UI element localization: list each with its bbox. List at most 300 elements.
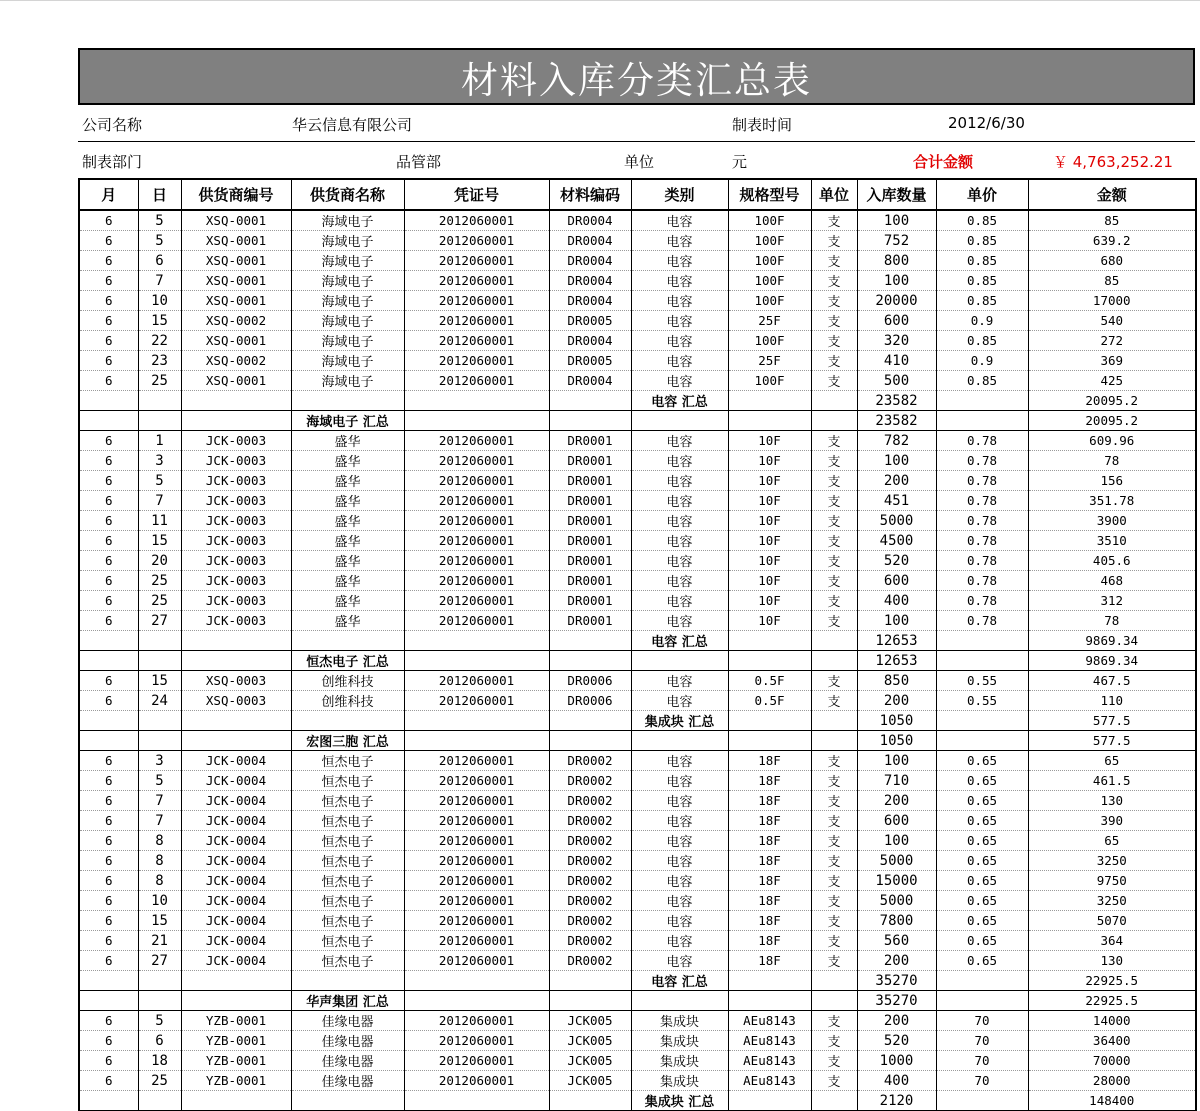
cell-spec: 10F [728, 551, 811, 571]
cell-category: 电容 [631, 431, 728, 451]
empty-cell [631, 731, 728, 751]
cell-month: 6 [79, 831, 138, 851]
table-body [79, 210, 1196, 1111]
cell-supplier-name: 盛华 [291, 551, 404, 571]
cell-supplier-code: JCK-0004 [181, 791, 291, 811]
empty-cell [728, 651, 811, 671]
cell-material-code: DR0004 [549, 210, 631, 231]
cell-supplier-code: XSQ-0001 [181, 251, 291, 271]
subtotal-amount: 22925.5 [1028, 991, 1196, 1011]
cell-supplier-code: JCK-0003 [181, 591, 291, 611]
cell-unit: 支 [811, 851, 857, 871]
cell-spec: 18F [728, 831, 811, 851]
cell-spec: 18F [728, 871, 811, 891]
cell-supplier-name: 佳缘电器 [291, 1011, 404, 1031]
total-label: 合计金额 [913, 153, 974, 171]
cell-voucher: 2012060001 [404, 231, 549, 251]
cell-spec: 25F [728, 311, 811, 331]
subtotal-amount: 577.5 [1028, 731, 1196, 751]
cell-supplier-code: JCK-0004 [181, 771, 291, 791]
col-header-day: 日 [138, 179, 181, 210]
cell-supplier-name: 盛华 [291, 571, 404, 591]
cell-unit: 支 [811, 691, 857, 711]
cell-supplier-code: JCK-0003 [181, 511, 291, 531]
report-sheet [78, 48, 1195, 1111]
empty-cell [811, 971, 857, 991]
cell-day: 20 [138, 551, 181, 571]
cell-category: 电容 [631, 511, 728, 531]
cell-supplier-code: JCK-0003 [181, 451, 291, 471]
cell-spec: AEu8143 [728, 1031, 811, 1051]
subtotal-amount: 577.5 [1028, 711, 1196, 731]
cell-quantity: 15000 [857, 871, 936, 891]
cell-unit-price: 0.78 [936, 511, 1028, 531]
cell-amount: 3250 [1028, 891, 1196, 911]
cell-material-code: JCK005 [549, 1011, 631, 1031]
cell-unit: 支 [811, 751, 857, 771]
cell-amount: 70000 [1028, 1051, 1196, 1071]
cell-supplier-code: JCK-0004 [181, 891, 291, 911]
cell-supplier-name: 海域电子 [291, 271, 404, 291]
unit-value: 元 [732, 153, 748, 171]
category-subtotal-row [79, 391, 1196, 411]
cell-supplier-code: XSQ-0001 [181, 231, 291, 251]
cell-material-code: DR0001 [549, 551, 631, 571]
cell-day: 15 [138, 671, 181, 691]
empty-cell [936, 391, 1028, 411]
cell-day: 5 [138, 471, 181, 491]
empty-cell [549, 651, 631, 671]
subtotal-amount: 20095.2 [1028, 391, 1196, 411]
empty-cell [138, 391, 181, 411]
empty-cell [728, 991, 811, 1011]
col-header-supplier-code: 供货商编号 [181, 179, 291, 210]
cell-amount: 461.5 [1028, 771, 1196, 791]
cell-month: 6 [79, 231, 138, 251]
cell-day: 8 [138, 851, 181, 871]
cell-unit: 支 [811, 911, 857, 931]
cell-supplier-name: 恒杰电子 [291, 871, 404, 891]
cell-supplier-code: JCK-0004 [181, 831, 291, 851]
col-header-amount: 金额 [1028, 179, 1196, 210]
cell-material-code: DR0002 [549, 931, 631, 951]
cell-material-code: DR0002 [549, 951, 631, 971]
cell-supplier-name: 佳缘电器 [291, 1071, 404, 1091]
cell-unit: 支 [811, 891, 857, 911]
subtotal-label: 华声集团 汇总 [291, 991, 404, 1011]
cell-voucher: 2012060001 [404, 1071, 549, 1091]
table-row [79, 931, 1196, 951]
cell-day: 5 [138, 210, 181, 231]
cell-unit-price: 0.65 [936, 931, 1028, 951]
cell-quantity: 200 [857, 1011, 936, 1031]
cell-voucher: 2012060001 [404, 491, 549, 511]
empty-cell [138, 991, 181, 1011]
empty-cell [79, 631, 138, 651]
cell-spec: 10F [728, 531, 811, 551]
supplier-subtotal-row [79, 731, 1196, 751]
cell-unit: 支 [811, 811, 857, 831]
empty-cell [936, 1091, 1028, 1111]
cell-amount: 156 [1028, 471, 1196, 491]
cell-voucher: 2012060001 [404, 811, 549, 831]
table-row [79, 811, 1196, 831]
empty-cell [404, 651, 549, 671]
cell-category: 电容 [631, 451, 728, 471]
subtotal-amount: 9869.34 [1028, 651, 1196, 671]
subtotal-quantity: 1050 [857, 711, 936, 731]
cell-month: 6 [79, 791, 138, 811]
cell-quantity: 600 [857, 571, 936, 591]
cell-category: 电容 [631, 251, 728, 271]
cell-category: 电容 [631, 911, 728, 931]
cell-amount: 364 [1028, 931, 1196, 951]
cell-unit-price: 0.65 [936, 771, 1028, 791]
cell-voucher: 2012060001 [404, 371, 549, 391]
table-row [79, 271, 1196, 291]
table-row [79, 351, 1196, 371]
subtotal-label: 电容 汇总 [631, 631, 728, 651]
empty-cell [138, 411, 181, 431]
cell-supplier-name: 恒杰电子 [291, 851, 404, 871]
cell-category: 电容 [631, 891, 728, 911]
cell-material-code: JCK005 [549, 1031, 631, 1051]
cell-quantity: 400 [857, 591, 936, 611]
cell-quantity: 400 [857, 1071, 936, 1091]
cell-voucher: 2012060001 [404, 611, 549, 631]
cell-spec: 18F [728, 791, 811, 811]
cell-unit-price: 0.65 [936, 751, 1028, 771]
empty-cell [728, 1091, 811, 1111]
cell-unit: 支 [811, 1071, 857, 1091]
cell-quantity: 520 [857, 551, 936, 571]
cell-spec: 10F [728, 491, 811, 511]
cell-unit: 支 [811, 551, 857, 571]
cell-category: 电容 [631, 611, 728, 631]
cell-supplier-name: 盛华 [291, 531, 404, 551]
cell-spec: 18F [728, 911, 811, 931]
table-row [79, 491, 1196, 511]
cell-unit: 支 [811, 291, 857, 311]
empty-cell [138, 731, 181, 751]
cell-voucher: 2012060001 [404, 451, 549, 471]
cell-quantity: 560 [857, 931, 936, 951]
cell-day: 18 [138, 1051, 181, 1071]
cell-supplier-code: JCK-0003 [181, 471, 291, 491]
cell-unit-price: 0.65 [936, 831, 1028, 851]
total-value: ￥ 4,763,252.21 [1053, 153, 1173, 171]
empty-cell [79, 651, 138, 671]
cell-month: 6 [79, 1051, 138, 1071]
cell-material-code: DR0001 [549, 451, 631, 471]
cell-spec: 10F [728, 431, 811, 451]
cell-unit-price: 0.78 [936, 611, 1028, 631]
cell-amount: 467.5 [1028, 671, 1196, 691]
subtotal-label: 宏图三胞 汇总 [291, 731, 404, 751]
supplier-subtotal-row [79, 651, 1196, 671]
empty-cell [79, 971, 138, 991]
cell-month: 6 [79, 451, 138, 471]
empty-cell [936, 731, 1028, 751]
cell-unit: 支 [811, 591, 857, 611]
cell-quantity: 200 [857, 691, 936, 711]
cell-amount: 130 [1028, 791, 1196, 811]
empty-cell [138, 651, 181, 671]
cell-unit-price: 0.85 [936, 210, 1028, 231]
cell-supplier-name: 恒杰电子 [291, 911, 404, 931]
cell-unit: 支 [811, 511, 857, 531]
table-row [79, 1031, 1196, 1051]
cell-supplier-name: 海域电子 [291, 210, 404, 231]
cell-month: 6 [79, 931, 138, 951]
cell-unit: 支 [811, 531, 857, 551]
cell-month: 6 [79, 371, 138, 391]
cell-amount: 3250 [1028, 851, 1196, 871]
cell-voucher: 2012060001 [404, 791, 549, 811]
cell-amount: 85 [1028, 210, 1196, 231]
empty-cell [936, 411, 1028, 431]
cell-supplier-code: JCK-0004 [181, 871, 291, 891]
cell-spec: 18F [728, 771, 811, 791]
col-header-month: 月 [79, 179, 138, 210]
cell-amount: 3510 [1028, 531, 1196, 551]
cell-supplier-name: 盛华 [291, 511, 404, 531]
cell-supplier-name: 海域电子 [291, 351, 404, 371]
cell-material-code: DR0002 [549, 771, 631, 791]
cell-unit: 支 [811, 871, 857, 891]
cell-quantity: 200 [857, 471, 936, 491]
cell-unit-price: 0.85 [936, 371, 1028, 391]
cell-material-code: DR0001 [549, 531, 631, 551]
cell-day: 22 [138, 331, 181, 351]
cell-category: 电容 [631, 371, 728, 391]
table-row [79, 231, 1196, 251]
cell-category: 电容 [631, 951, 728, 971]
cell-category: 集成块 [631, 1031, 728, 1051]
cell-month: 6 [79, 491, 138, 511]
cell-month: 6 [79, 871, 138, 891]
cell-unit-price: 0.9 [936, 351, 1028, 371]
cell-spec: 10F [728, 611, 811, 631]
cell-day: 6 [138, 251, 181, 271]
cell-day: 8 [138, 871, 181, 891]
empty-cell [811, 1091, 857, 1111]
cell-month: 6 [79, 531, 138, 551]
cell-day: 5 [138, 231, 181, 251]
cell-quantity: 410 [857, 351, 936, 371]
cell-day: 15 [138, 911, 181, 931]
cell-unit-price: 0.85 [936, 271, 1028, 291]
cell-day: 25 [138, 1071, 181, 1091]
empty-cell [181, 711, 291, 731]
cell-day: 25 [138, 571, 181, 591]
cell-unit: 支 [811, 611, 857, 631]
cell-unit: 支 [811, 771, 857, 791]
cell-month: 6 [79, 811, 138, 831]
info-row-company [78, 105, 1195, 142]
cell-month: 6 [79, 591, 138, 611]
time-label: 制表时间 [732, 116, 793, 134]
cell-unit: 支 [811, 471, 857, 491]
table-row [79, 771, 1196, 791]
cell-spec: 100F [728, 210, 811, 231]
cell-amount: 110 [1028, 691, 1196, 711]
cell-supplier-name: 恒杰电子 [291, 831, 404, 851]
company-value: 华云信息有限公司 [292, 116, 413, 134]
cell-spec: 10F [728, 591, 811, 611]
cell-material-code: DR0004 [549, 231, 631, 251]
table-row [79, 831, 1196, 851]
cell-spec: AEu8143 [728, 1071, 811, 1091]
empty-cell [181, 971, 291, 991]
cell-unit: 支 [811, 951, 857, 971]
cell-material-code: DR0002 [549, 911, 631, 931]
cell-unit: 支 [811, 451, 857, 471]
table-row [79, 911, 1196, 931]
cell-quantity: 100 [857, 611, 936, 631]
empty-cell [404, 1091, 549, 1111]
cell-amount: 272 [1028, 331, 1196, 351]
empty-cell [811, 631, 857, 651]
cell-voucher: 2012060001 [404, 251, 549, 271]
cell-quantity: 800 [857, 251, 936, 271]
cell-voucher: 2012060001 [404, 551, 549, 571]
cell-supplier-name: 海域电子 [291, 331, 404, 351]
cell-day: 8 [138, 831, 181, 851]
category-subtotal-row [79, 631, 1196, 651]
empty-cell [549, 991, 631, 1011]
info-row-dept [78, 142, 1195, 178]
cell-month: 6 [79, 911, 138, 931]
table-row [79, 311, 1196, 331]
table-row [79, 1011, 1196, 1031]
cell-day: 15 [138, 531, 181, 551]
cell-month: 6 [79, 351, 138, 371]
cell-day: 10 [138, 891, 181, 911]
cell-voucher: 2012060001 [404, 331, 549, 351]
cell-amount: 639.2 [1028, 231, 1196, 251]
empty-cell [404, 731, 549, 751]
cell-day: 25 [138, 371, 181, 391]
cell-unit-price: 0.65 [936, 811, 1028, 831]
table-row [79, 611, 1196, 631]
cell-unit: 支 [811, 571, 857, 591]
empty-cell [811, 711, 857, 731]
cell-unit-price: 0.65 [936, 871, 1028, 891]
empty-cell [79, 411, 138, 431]
subtotal-amount: 9869.34 [1028, 631, 1196, 651]
cell-unit-price: 0.65 [936, 891, 1028, 911]
cell-unit: 支 [811, 491, 857, 511]
cell-voucher: 2012060001 [404, 210, 549, 231]
table-row [79, 891, 1196, 911]
cell-quantity: 320 [857, 331, 936, 351]
cell-month: 6 [79, 271, 138, 291]
dept-value: 品管部 [396, 153, 442, 171]
cell-amount: 468 [1028, 571, 1196, 591]
cell-month: 6 [79, 1011, 138, 1031]
table-row [79, 371, 1196, 391]
cell-supplier-name: 佳缘电器 [291, 1051, 404, 1071]
cell-voucher: 2012060001 [404, 591, 549, 611]
cell-voucher: 2012060001 [404, 691, 549, 711]
cell-spec: 100F [728, 331, 811, 351]
cell-supplier-name: 创维科技 [291, 671, 404, 691]
empty-cell [181, 411, 291, 431]
cell-month: 6 [79, 431, 138, 451]
cell-quantity: 200 [857, 951, 936, 971]
cell-spec: 10F [728, 471, 811, 491]
cell-amount: 3900 [1028, 511, 1196, 531]
cell-voucher: 2012060001 [404, 771, 549, 791]
cell-quantity: 200 [857, 791, 936, 811]
cell-supplier-code: YZB-0001 [181, 1011, 291, 1031]
cell-supplier-code: XSQ-0001 [181, 271, 291, 291]
subtotal-quantity: 2120 [857, 1091, 936, 1111]
cell-voucher: 2012060001 [404, 951, 549, 971]
col-header-supplier-name: 供货商名称 [291, 179, 404, 210]
empty-cell [728, 711, 811, 731]
col-header-spec: 规格型号 [728, 179, 811, 210]
cell-quantity: 4500 [857, 531, 936, 551]
cell-supplier-code: JCK-0003 [181, 431, 291, 451]
cell-material-code: DR0001 [549, 511, 631, 531]
cell-material-code: DR0001 [549, 491, 631, 511]
empty-cell [936, 651, 1028, 671]
cell-unit-price: 0.9 [936, 311, 1028, 331]
cell-day: 27 [138, 951, 181, 971]
cell-material-code: DR0002 [549, 811, 631, 831]
cell-amount: 65 [1028, 831, 1196, 851]
cell-unit-price: 0.55 [936, 671, 1028, 691]
cell-supplier-code: XSQ-0001 [181, 291, 291, 311]
report-title: 材料入库分类汇总表 [78, 48, 1195, 105]
subtotal-quantity: 35270 [857, 971, 936, 991]
empty-cell [79, 1091, 138, 1111]
table-row [79, 691, 1196, 711]
cell-unit: 支 [811, 371, 857, 391]
cell-day: 15 [138, 311, 181, 331]
cell-category: 电容 [631, 791, 728, 811]
cell-spec: 100F [728, 291, 811, 311]
cell-category: 电容 [631, 271, 728, 291]
cell-spec: 100F [728, 271, 811, 291]
cell-supplier-code: XSQ-0003 [181, 671, 291, 691]
empty-cell [936, 711, 1028, 731]
cell-unit-price: 0.78 [936, 571, 1028, 591]
cell-unit-price: 0.65 [936, 791, 1028, 811]
table-row [79, 451, 1196, 471]
cell-supplier-code: JCK-0004 [181, 851, 291, 871]
cell-unit: 支 [811, 791, 857, 811]
cell-voucher: 2012060001 [404, 671, 549, 691]
cell-month: 6 [79, 851, 138, 871]
cell-supplier-code: JCK-0003 [181, 491, 291, 511]
empty-cell [181, 731, 291, 751]
cell-material-code: DR0002 [549, 851, 631, 871]
cell-day: 5 [138, 1011, 181, 1031]
cell-supplier-name: 恒杰电子 [291, 811, 404, 831]
cell-month: 6 [79, 671, 138, 691]
cell-voucher: 2012060001 [404, 511, 549, 531]
cell-amount: 17000 [1028, 291, 1196, 311]
empty-cell [728, 631, 811, 651]
cell-amount: 9750 [1028, 871, 1196, 891]
cell-month: 6 [79, 951, 138, 971]
subtotal-label: 电容 汇总 [631, 971, 728, 991]
cell-material-code: DR0002 [549, 871, 631, 891]
col-header-material-code: 材料编码 [549, 179, 631, 210]
